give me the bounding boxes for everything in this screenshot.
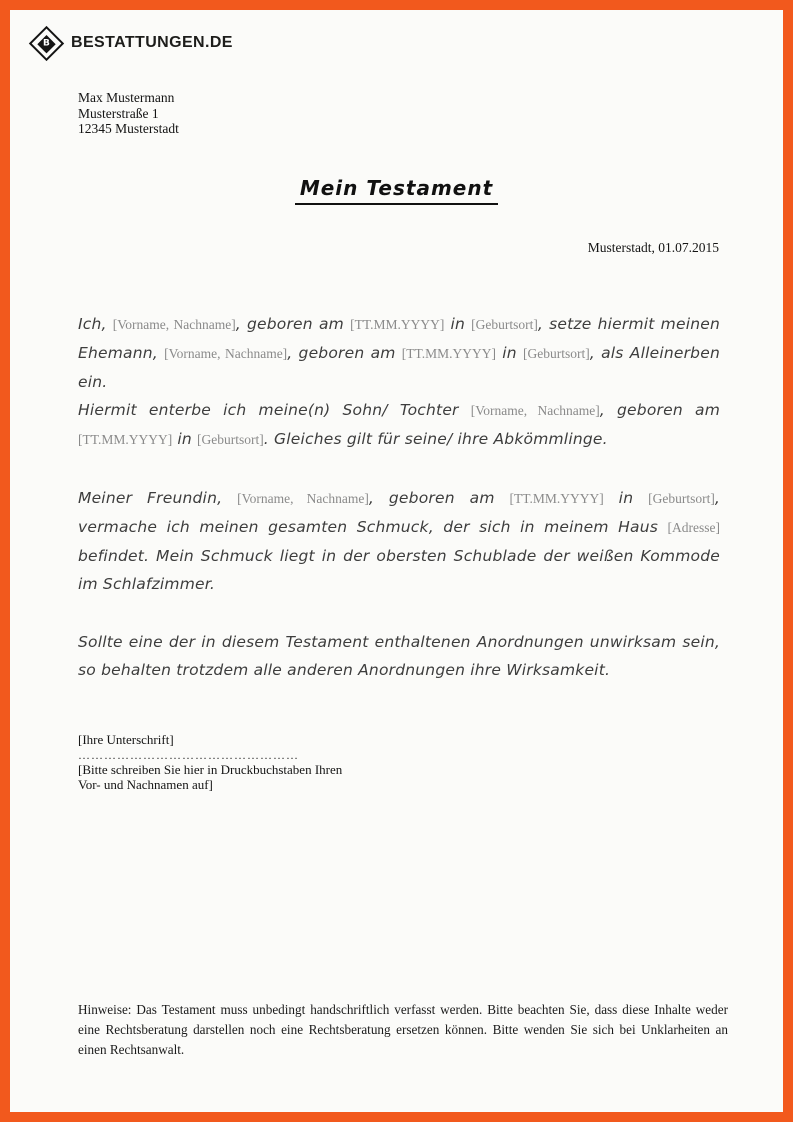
testament-paragraph-2: [78, 396, 720, 454]
placeholder-segment: [TT.MM.YYYY]: [401, 346, 497, 361]
signature-dotted-line: ……………………………………………: [78, 747, 299, 762]
testament-body: [78, 310, 720, 684]
handwritten-text-segment: , geboren am: [235, 315, 351, 333]
placeholder-segment: [Adresse]: [667, 520, 720, 535]
placeholder-segment: [Vorname, Nachname]: [112, 317, 236, 332]
testament-paragraph-1: [78, 310, 720, 396]
placeholder-segment: [Geburtsort]: [471, 317, 538, 332]
handwritten-text-segment: in: [496, 344, 524, 362]
handwritten-text-segment: , geboren am: [368, 489, 510, 507]
handwritten-text-segment: Meiner Freundin,: [78, 489, 238, 507]
sender-address-block: [78, 90, 179, 137]
placeholder-segment: [Geburtsort]: [648, 491, 715, 506]
signature-instruction-line-1: [Bitte schreiben Sie hier in Druckbuchstaben Ihren: [78, 761, 343, 777]
placeholder-segment: [Vorname, Nachname]: [237, 491, 369, 506]
handwritten-text-segment: Hiermit enterbe ich meine(n) Sohn/ Tochter: [78, 401, 471, 419]
brand-header: [28, 26, 233, 60]
page-title: Mein Testament: [295, 176, 498, 205]
handwritten-text-segment: . Gleiches gilt für seine/ ihre Abkömmlinge.: [263, 430, 608, 448]
testament-paragraph-4: [78, 628, 720, 684]
placeholder-segment: [TT.MM.YYYY]: [509, 491, 604, 506]
logo-letter: B: [43, 37, 50, 48]
handwritten-text-segment: in: [172, 430, 198, 448]
handwritten-text-segment: , vermache ich meinen gesamten Schmuck, der sich in meinem Haus: [78, 489, 720, 536]
handwritten-text-segment: , geboren am: [599, 401, 720, 419]
placeholder-segment: [Vorname, Nachname]: [470, 403, 600, 418]
signature-label: [Ihre Unterschrift]: [78, 732, 174, 747]
handwritten-text-segment: , setze hiermit meinen Ehemann,: [78, 315, 720, 362]
sender-name: Max Mustermann: [78, 90, 175, 105]
brand-name: BESTATTUNGEN.DE: [71, 34, 233, 51]
handwritten-text-segment: in: [444, 315, 472, 333]
sender-street: Musterstraße 1: [78, 105, 159, 121]
placeholder-segment: [TT.MM.YYYY]: [350, 317, 445, 332]
testament-paragraph-3: [78, 484, 720, 598]
handwritten-text-segment: , geboren am: [287, 344, 402, 362]
handwritten-text-segment: in: [603, 489, 649, 507]
placeholder-segment: [TT.MM.YYYY]: [78, 432, 173, 447]
handwritten-text-segment: Ich,: [78, 315, 113, 333]
handwritten-text-segment: befindet. Mein Schmuck liegt in der obersten Schublade der weißen Kommode im Schlafzimmer.: [78, 547, 720, 593]
legal-disclaimer-note: Hinweise: Das Testament muss unbedingt handschriftlich verfasst werden. Bitte beachten Sie, dass diese Inhalte weder eine Rechtsberatung darstellen noch eine Rechtsberatung ersetzen können. Bitte wenden Sie sich bei Unklarheiten an einen Rechtsanwalt.: [78, 1002, 728, 1057]
signature-instruction-line-2: Vor- und Nachnamen auf]: [78, 777, 213, 792]
place-and-date: Musterstadt, 01.07.2015: [587, 240, 719, 255]
placeholder-segment: [Geburtsort]: [523, 346, 590, 361]
signature-block: [78, 732, 342, 793]
placeholder-segment: [Geburtsort]: [197, 432, 264, 447]
bestattungen-diamond-logo-icon: [29, 25, 64, 60]
title-row: [10, 176, 783, 205]
handwritten-text-segment: Sollte eine der in diesem Testament enthaltenen Anordnungen unwirksam sein, so behalten trotzdem alle anderen Anordnungen ihre Wirksamkeit.: [78, 633, 720, 679]
placeholder-segment: [Vorname, Nachname]: [164, 346, 288, 361]
handwritten-text-segment: , als Alleinerben ein.: [78, 344, 720, 391]
sender-city: 12345 Musterstadt: [78, 121, 179, 136]
logo-core: [37, 34, 55, 52]
